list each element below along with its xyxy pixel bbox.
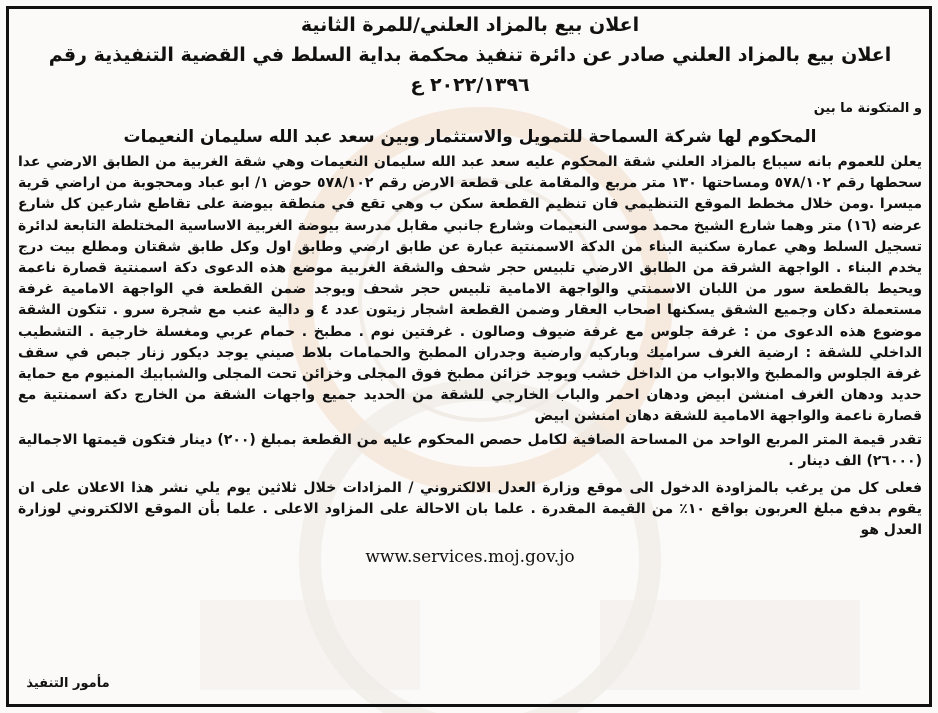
website-link[interactable]: www.services.moj.gov.jo xyxy=(365,546,575,567)
notice-subheading-note: و المتكونة ما بين xyxy=(813,101,922,116)
notice-content xyxy=(18,10,922,703)
notice-subheading: اعلان بيع بالمزاد العلني صادر عن دائرة تنفيذ محكمة بداية السلط في القضية التنفيذية رقم ٢٠٢٢/١٣٩٦ ع xyxy=(48,44,892,96)
signature: مأمور التنفيذ xyxy=(26,676,110,691)
notice-valuation: تقدر قيمة المتر المربع الواحد من المساحة الصافية لكامل حصص المحكوم عليه من القطعة بمبلغ (٢٠٠) دينار فتكون قيمتها الاجمالية (٢٦٠٠٠) الف دينار . xyxy=(18,431,922,469)
notice-body: يعلن للعموم بانه سيباع بالمزاد العلني شقة المحكوم عليه سعد عبد الله سليمان النعيمات وهي شقة الغربية من الطابق الارضي عدا سحطها رقم ٥٧٨/١٠٢ ومساحتها ١٣٠ متر مربع والمقامة على قطعة الارض رقم ٥٧٨/١٠٢ حوض ١/ ابو عباد ومحجوبة من اراضي قرية ميسرا .ومن خلال مخطط الموقع التنظيمي فان تنظيم القطعة سكن ب وهي تقع في منطقة بيوضة على تقاطع شارعين كل شارع عرضه (١٦) متر وهما شارع الشيخ محمد موسى النعيمات وشارع جانبي مقابل مدرسة بيوضة الغربية الاساسية المختلطة التابعة لدائرة تسجيل السلط وهي عمارة سكنية البناء من الدكة الاسمنتية عبارة عن طابق ارضي وطابق اول وكل طابق شقتان ومطلع بيت درج يخدم البناء . الواجهة الشرقة من الطابق الارضي تلبيس حجر شحف والشقة الغربية موضع هذه الدعوى دكة اسمنتية قصارة ناعمة ويحيط بالقطعة سور من اللبان الاسمنتي والواجهة الامامية تلبيس حجر شحف ويوجد ضمن القطعة في الواجهة الامامية غرفة مستعملة دكان وجميع الشقق يسكنها اصحاب العقار وضمن القطعة اشجار زيتون عدد ٤ و دالية عنب مع شجرة سرو . تتكون الشقة موضوع هذه الدعوى من : غرفة جلوس مع غرفة ضيوف وصالون . غرفتين نوم . مطبخ . حمام عربي ومغسلة خارجية . التشطيب الداخلي للشقة : ارضية الغرف سراميك وباركيه وارضية وجدران المطبخ والحمامات بلاط صيني يوجد ديكور زنار جبص في سقف غرفة الجلوس والمطبخ والابواب من الداخل خشب ويوجد خزائن مطبخ فوق المجلى وخزائن تحت المجلى والشبابيك المنيوم مع حماية حديد ودهان الغرف امنشن ابيض ودهان احمر والباب الخارجي للشقة من الحديد جميع واجهات الشقة من الخارج دكة اسمنتية مع قصارة ناعمة والواجهة الامامية للشقة دهان امنشن ابيض xyxy=(18,154,922,425)
notice-instructions: فعلى كل من يرغب بالمزاودة الدخول الى موقع وزارة العدل الالكتروني / المزادات خلال ثلاثين يوم يلي نشر هذا الاعلان على ان يقوم بدفع مبلغ العربون بواقع ١٠٪ من القيمة المقدرة . علما بان الاحالة على المزاود الاعلى . علما بأن الموقع الالكتروني لوزارة العدل هو xyxy=(18,480,922,539)
notice-parties: المحكوم لها شركة السماحة للتمويل والاستثمار وبين سعد عبد الله سليمان النعيمات xyxy=(123,127,817,147)
notice-heading: اعلان بيع بالمزاد العلني/للمرة الثانية xyxy=(300,14,640,36)
